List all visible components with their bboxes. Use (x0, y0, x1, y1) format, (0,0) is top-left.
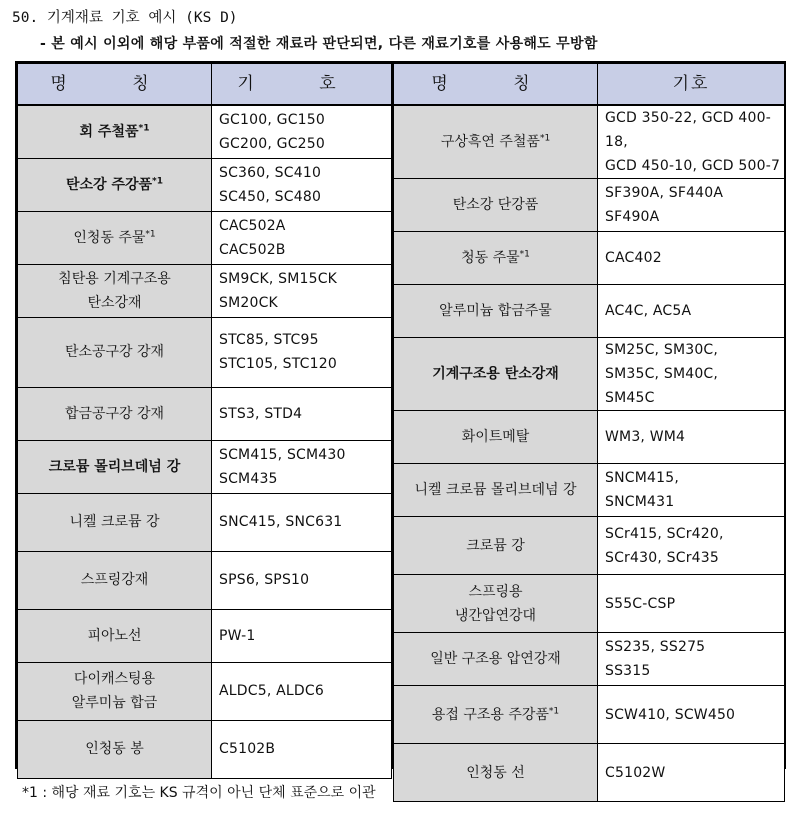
material-code: SNC415, SNC631 (212, 493, 392, 551)
table-row (18, 440, 392, 493)
page-subtitle: - 본 예시 이외에 해당 부품에 적절한 재료라 판단되면, 다른 재료기호를 사용해도 무방함 (40, 36, 598, 52)
footnote: *1 : 해당 재료 기호는 KS 규격이 아닌 단체 표준으로 이관 (22, 785, 376, 801)
material-code: SCr415, SCr420, SCr430, SCr435 (598, 517, 785, 575)
material-table-left (17, 63, 392, 779)
material-name: 인청동 주물$^{*1}$ (18, 211, 212, 264)
header-code-right: 기호 (598, 64, 785, 106)
material-code: GC100, GC150 GC200, GC250 (212, 105, 392, 158)
table-row (18, 317, 392, 387)
material-name: 침탄용 기계구조용 탄소강재 (18, 264, 212, 317)
material-code: SCW410, SCW450 (598, 686, 785, 744)
material-code: SM25C, SM30C, SM35C, SM40C, SM45C (598, 338, 785, 411)
material-code: C5102W (598, 744, 785, 802)
material-code: STS3, STD4 (212, 387, 392, 440)
header-name-right: 명 칭 (394, 64, 598, 106)
header-name: 명 칭 (18, 64, 212, 106)
table-row (18, 105, 392, 158)
material-code: SS235, SS275 SS315 (598, 633, 785, 686)
material-code: C5102B (212, 720, 392, 778)
material-name: 피아노선 (18, 609, 212, 662)
table-row (18, 211, 392, 264)
material-name: 인청동 선 (394, 744, 598, 802)
footnote-marker: *1 (548, 705, 560, 716)
material-name: 스프링용 냉간압연강대 (394, 575, 598, 633)
table-row (18, 720, 392, 778)
material-code: SF390A, SF440A SF490A (598, 179, 785, 232)
page-title: 50. 기계재료 기호 예시 (KS D) (12, 10, 238, 26)
table-row (394, 633, 785, 686)
material-code: CAC402 (598, 232, 785, 285)
table-row (394, 517, 785, 575)
material-name: 탄소공구강 강재 (18, 317, 212, 387)
table-row (394, 285, 785, 338)
material-name: 탄소강 단강품 (394, 179, 598, 232)
material-name: 니켈 크로뮴 강 (18, 493, 212, 551)
footnote-marker: *1 (145, 228, 156, 239)
material-code: STC85, STC95 STC105, STC120 (212, 317, 392, 387)
material-name: 알루미늄 합금주물 (394, 285, 598, 338)
table-row (394, 464, 785, 517)
material-name: 청동 주물$^{*1}$ (394, 232, 598, 285)
table-row (18, 609, 392, 662)
material-name: 크로뮴 몰리브데넘 강 (18, 440, 212, 493)
table-row (394, 338, 785, 411)
table-row (394, 232, 785, 285)
table-row (394, 179, 785, 232)
material-code: SC360, SC410 SC450, SC480 (212, 158, 392, 211)
material-code: SPS6, SPS10 (212, 551, 392, 609)
material-code: SCM415, SCM430 SCM435 (212, 440, 392, 493)
footnote-marker: *1 (539, 133, 551, 144)
header-code: 기 호 (212, 64, 392, 106)
footnote-marker: *1 (152, 175, 163, 186)
material-name: 화이트메탈 (394, 411, 598, 464)
table-row (394, 575, 785, 633)
material-name: 용접 구조용 주강품$^{*1}$ (394, 686, 598, 744)
material-code: PW-1 (212, 609, 392, 662)
table-row (18, 264, 392, 317)
material-table-frame (15, 61, 786, 781)
footnote-marker: *1 (519, 249, 530, 260)
material-code: AC4C, AC5A (598, 285, 785, 338)
material-name: 기계구조용 탄소강재 (394, 338, 598, 411)
material-code: CAC502A CAC502B (212, 211, 392, 264)
table-row (394, 105, 785, 179)
table-row (18, 551, 392, 609)
table-row (394, 411, 785, 464)
material-name: 니켈 크로뮴 몰리브데넘 강 (394, 464, 598, 517)
material-name: 일반 구조용 압연강재 (394, 633, 598, 686)
material-code: SM9CK, SM15CK SM20CK (212, 264, 392, 317)
material-name: 회 주철품$^{*1}$ (18, 105, 212, 158)
material-name: 크로뮴 강 (394, 517, 598, 575)
material-name: 인청동 봉 (18, 720, 212, 778)
table-row (394, 744, 785, 802)
material-table-right (393, 63, 785, 802)
footnote-marker: *1 (138, 123, 150, 134)
material-code: S55C-CSP (598, 575, 785, 633)
table-row (18, 493, 392, 551)
material-name: 구상흑연 주철품$^{*1}$ (394, 105, 598, 179)
table-row (18, 158, 392, 211)
material-code: WM3, WM4 (598, 411, 785, 464)
material-name: 다이캐스팅용 알루미늄 합금 (18, 662, 212, 720)
table-row (18, 662, 392, 720)
material-code: SNCM415, SNCM431 (598, 464, 785, 517)
material-code: GCD 350-22, GCD 400-18, GCD 450-10, GCD 500-7 (598, 105, 785, 179)
material-name: 스프링강재 (18, 551, 212, 609)
material-code: ALDC5, ALDC6 (212, 662, 392, 720)
material-name: 합금공구강 강재 (18, 387, 212, 440)
table-row (18, 387, 392, 440)
table-row (394, 686, 785, 744)
material-name: 탄소강 주강품$^{*1}$ (18, 158, 212, 211)
